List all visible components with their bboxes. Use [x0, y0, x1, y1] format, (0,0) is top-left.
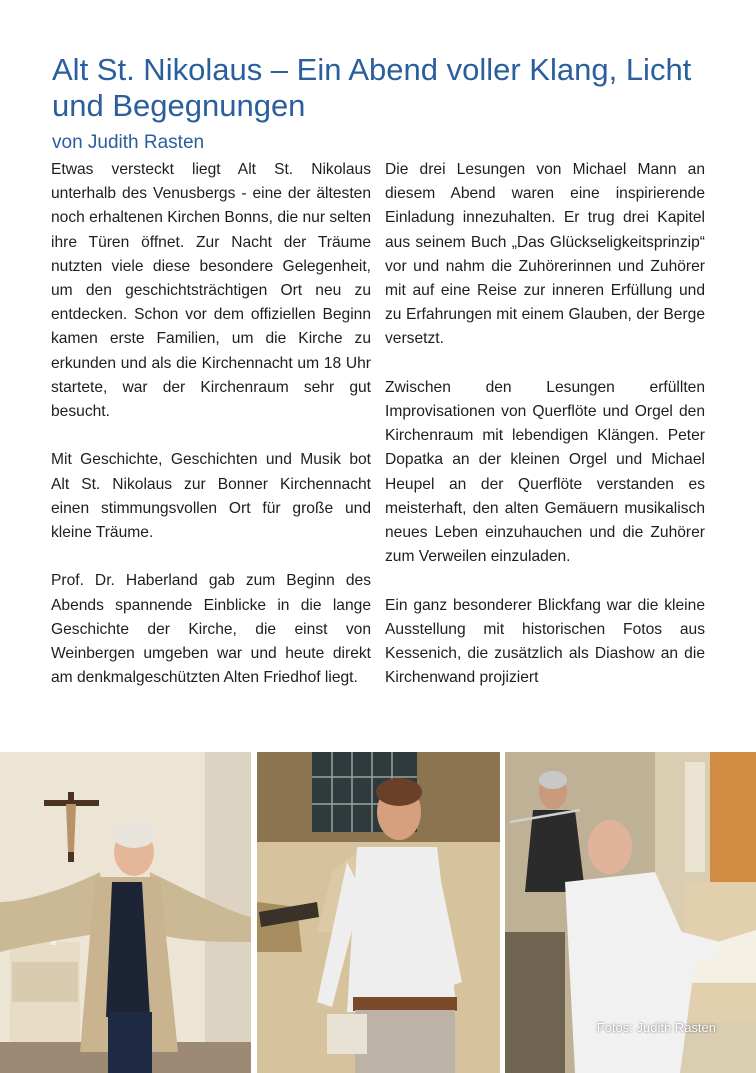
article-title: Alt St. Nikolaus – Ein Abend voller Klang, Licht und Begegnungen	[52, 52, 692, 123]
photo-reader-image	[257, 752, 500, 1073]
paragraph: Die drei Lesungen von Michael Mann an diesem Abend waren eine inspirierende Einladung innezuhalten. Er trug drei Kapitel aus seinem Buch „Das Glückseligkeitsprinzip“ vor und nahm die Zuhörerinnen und Zuhörer mit auf eine Reise zur inneren Erfüllung und zu Erfahrungen mit einem Glauben, der Berge versetzt.	[385, 161, 705, 348]
paragraph: Prof. Dr. Haberland gab zum Beginn des Abends spannende Einblicke in die lange Geschichte der Kirche, die einst von Weinbergen umgeben war und heute direkt am denkmalgeschützten Alten Friedhof liegt.	[51, 572, 371, 687]
article-author: von Judith Rasten	[52, 132, 205, 153]
photo-reader	[257, 752, 500, 1073]
photo-musicians	[505, 752, 756, 1073]
text-column-left	[51, 158, 371, 690]
paragraph: Etwas versteckt liegt Alt St. Nikolaus unterhalb des Venusbergs - eine der ältesten noch erhaltenen Kirchen Bonns, die nur selten ihre Türen öffnet. Zur Nacht der Träume nutzten viele diese besondere Gelegenheit, um den geschichtsträchtigen Ort neu zu entdecken. Schon vor dem offiziellen Beginn kamen erste Familien, um die Kirche zu erkunden und als die Kirchennacht um 18 Uhr startete, war der Kirchenraum sehr gut besucht.	[51, 161, 371, 421]
photo-credit: Fotos: Judith Rasten	[596, 1020, 716, 1035]
photo-speaker-image	[0, 752, 251, 1073]
photo-speaker	[0, 752, 251, 1073]
photo-strip	[0, 752, 756, 1073]
text-column-right	[385, 158, 705, 690]
paragraph: Mit Geschichte, Geschichten und Musik bot Alt St. Nikolaus zur Bonner Kirchennacht einen stimmungsvollen Ort für große und kleine Träume.	[51, 451, 371, 542]
paragraph: Ein ganz besonderer Blickfang war die kleine Ausstellung mit historischen Fotos aus Kessenich, die zusätzlich als Diashow an die Kirchenwand projiziert	[385, 596, 705, 687]
paragraph: Zwischen den Lesungen erfüllten Improvisationen von Querflöte und Orgel den Kirchenraum mit lebendigen Klängen. Peter Dopatka an der kleinen Orgel und Michael Heupel an der Querflöte verstanden es meisterhaft, den alten Gemäuern musikalisch neues Leben einzuhauchen und die Zuhörer zum Verweilen einzuladen.	[385, 378, 705, 566]
